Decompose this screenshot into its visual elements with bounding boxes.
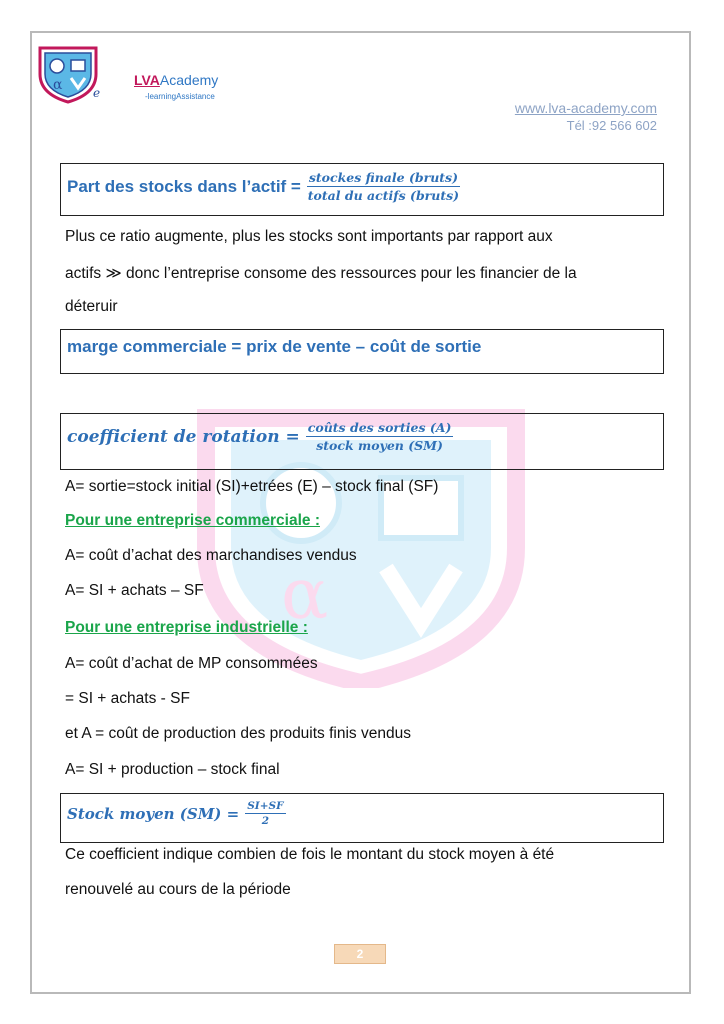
text-line: actifs ≫ donc l’entreprise consome des ressources pour les financier de la xyxy=(65,265,577,282)
formula-box-stock-share xyxy=(60,163,664,216)
formula-fraction xyxy=(307,170,460,203)
formula-fraction xyxy=(306,420,454,453)
text-line: et A = coût de production des produits finis vendus xyxy=(65,725,411,742)
fraction-denominator: stock moyen (SM) xyxy=(316,438,443,453)
brand-name xyxy=(134,72,218,88)
fraction-denominator: total du actifs (bruts) xyxy=(307,188,460,203)
fraction-numerator: SI+SF xyxy=(247,800,284,812)
website-link[interactable]: www.lva-academy.com xyxy=(514,100,657,116)
text-line: A= coût d’achat des marchandises vendus xyxy=(65,547,357,564)
phone-number: Tél :92 566 602 xyxy=(566,118,657,133)
formula-box-commercial-margin xyxy=(60,329,664,374)
text-line: A= SI + production – stock final xyxy=(65,761,280,778)
brand-tagline: -learningAssistance xyxy=(145,92,215,101)
fraction-numerator: coûts des sorties (A) xyxy=(307,420,452,435)
svg-text:α: α xyxy=(281,553,329,635)
formula-label: Stock moyen (SM) = xyxy=(67,804,240,823)
text-line: renouvelé au cours de la période xyxy=(65,881,291,898)
text-line: A= coût d’achat de MP consommées xyxy=(65,655,318,672)
text-line: Plus ce ratio augmente, plus les stocks sont importants par rapport aux xyxy=(65,228,553,245)
section-heading-industrial: Pour une entreprise industrielle : xyxy=(65,619,308,636)
formula-fraction xyxy=(245,800,285,827)
text-line: A= sortie=stock initial (SI)+etrées (E) – stock final (SF) xyxy=(65,478,439,495)
logo-e-letter: e xyxy=(93,86,101,100)
formula-box-rotation xyxy=(60,413,664,470)
text-line: A= SI + achats – SF xyxy=(65,582,204,599)
text-line: Ce coefficient indique combien de fois le montant du stock moyen à été xyxy=(65,846,555,863)
formula-label: coefficient de rotation = xyxy=(67,426,300,447)
brand-lva: LVA xyxy=(134,72,160,88)
formula-text: marge commerciale = prix de vente – coût de sortie xyxy=(67,337,482,356)
text-line: = SI + achats - SF xyxy=(65,690,190,707)
brand-academy: Academy xyxy=(159,72,219,88)
text-line: déteruir xyxy=(65,298,118,315)
fraction-numerator: stockes finale (bruts) xyxy=(308,170,459,185)
fraction-denominator: 2 xyxy=(261,815,270,827)
page-number: 2 xyxy=(334,944,386,964)
lva-logo-icon xyxy=(36,44,100,104)
formula-box-average-stock xyxy=(60,793,664,843)
section-heading-commercial: Pour une entreprise commerciale : xyxy=(65,512,320,529)
formula-label: Part des stocks dans l’actif = xyxy=(67,176,301,196)
svg-text:α: α xyxy=(53,77,63,93)
